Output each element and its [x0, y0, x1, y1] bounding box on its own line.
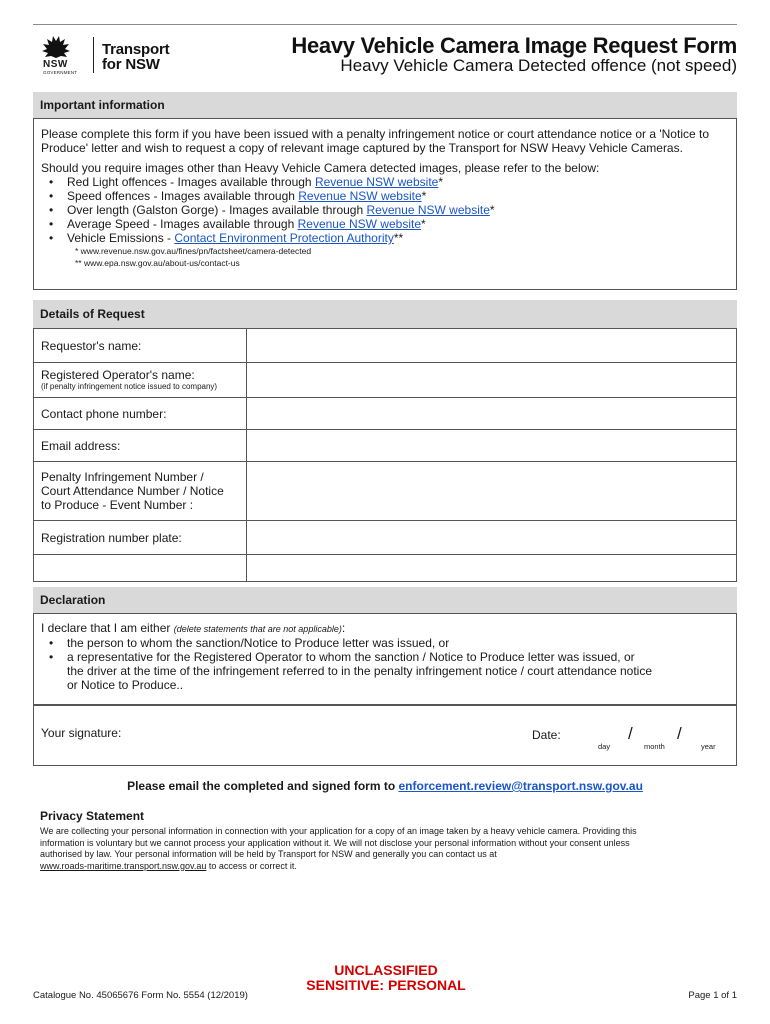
revenue-nsw-link[interactable]: Revenue NSW website: [298, 189, 422, 203]
operator-input[interactable]: [247, 363, 736, 397]
rego-label: Registration number plate:: [34, 521, 247, 554]
year-caption: year: [701, 742, 716, 751]
day-caption: day: [598, 742, 611, 751]
phone-row: [34, 397, 736, 429]
date-label: Date:: [532, 728, 561, 742]
list-item: • Red Light offences - Images available through Revenue NSW website*: [41, 175, 736, 189]
list-item: • Speed offences - Images available through Revenue NSW website*: [41, 189, 736, 203]
blank-row: [34, 554, 736, 581]
email-row: [34, 429, 736, 461]
roads-maritime-link[interactable]: www.roads-maritime.transport.nsw.gov.au: [40, 860, 207, 871]
form-subtitle: Heavy Vehicle Camera Detected offence (not speed): [340, 56, 737, 75]
requestor-row: [34, 328, 736, 362]
penalty-label-3: to Produce - Event Number :: [41, 498, 194, 512]
top-rule: [33, 24, 737, 25]
penalty-row: [34, 461, 736, 520]
signature-field[interactable]: [104, 716, 524, 760]
revenue-url-note: * www.revenue.nsw.gov.au/fines/pn/factsheet/camera-detected: [75, 246, 312, 256]
image-source-list: [41, 175, 736, 245]
list-item: • Average Speed - Images available through Revenue NSW website*: [41, 217, 736, 231]
operator-note: (if penalty infringement notice issued to company): [41, 382, 218, 391]
privacy-heading: Privacy Statement: [40, 809, 145, 823]
logo-transport-text: Transport: [102, 41, 170, 58]
declaration-box: [33, 613, 737, 705]
epa-contact-link[interactable]: Contact Environment Protection Authority: [174, 231, 394, 245]
requestor-input[interactable]: [247, 329, 736, 362]
requestor-label: Requestor's name:: [34, 329, 247, 362]
logo-nsw-text: NSW: [43, 59, 68, 70]
form-title: Heavy Vehicle Camera Image Request Form: [291, 33, 737, 58]
privacy-text: We are collecting your personal information in connection with your application for a copy of an image taken by a heavy vehicle camera. Providing this information is voluntary but we cannot process your application without it. We will not disclose your personal information without your consent unless authorised by law. Your personal information will be held by Transport for NSW and generally you can contact us at www.roads-maritime.transport.nsw.gov.au to access or correct it.: [40, 826, 637, 871]
catalogue-number: Catalogue No. 45065676 Form No. 5554 (12/2019): [33, 990, 248, 1001]
revenue-nsw-link[interactable]: Revenue NSW website: [297, 217, 421, 231]
classification-marking: UNCLASSIFIED SENSITIVE: PERSONAL: [306, 962, 466, 993]
rego-row: [34, 520, 736, 554]
page-number: Page 1 of 1: [688, 990, 737, 1001]
list-item: • Over length (Galston Gorge) - Images available through Revenue NSW website*: [41, 203, 736, 217]
important-info-heading: Important information: [33, 92, 737, 118]
signature-label: Your signature:: [41, 726, 122, 740]
rego-input[interactable]: [247, 521, 736, 554]
logo-government-text: GOVERNMENT: [43, 70, 78, 75]
penalty-label-2: Court Attendance Number / Notice: [41, 484, 224, 498]
month-caption: month: [644, 742, 665, 751]
operator-row: [34, 362, 736, 397]
logo-fornsw-text: for NSW: [102, 56, 160, 73]
declaration-option-person: • the person to whom the sanction/Notice to Produce letter was issued, or: [41, 636, 736, 650]
signature-box: [33, 705, 737, 766]
date-slash-2: /: [677, 724, 682, 743]
revenue-nsw-link[interactable]: Revenue NSW website: [366, 203, 490, 217]
list-item: • Vehicle Emissions - Contact Environment Protection Authority**: [41, 231, 736, 245]
declaration-heading: Declaration: [33, 587, 737, 613]
email-instruction: Please email the completed and signed form to enforcement.review@transport.nsw.gov.au: [127, 779, 643, 793]
logo-separator: [93, 37, 94, 73]
date-slash-1: /: [628, 724, 633, 743]
revenue-nsw-link[interactable]: Revenue NSW website: [314, 175, 439, 189]
epa-url-note: ** www.epa.nsw.gov.au/about-us/contact-us: [75, 258, 240, 268]
enforcement-email-link[interactable]: enforcement.review@transport.nsw.gov.au: [398, 779, 643, 793]
email-label: Email address:: [34, 430, 247, 461]
operator-label: Registered Operator's name:: [41, 368, 195, 382]
declaration-list: [41, 636, 736, 692]
penalty-number-input[interactable]: [247, 462, 736, 520]
penalty-label-1: Penalty Infringement Number /: [41, 470, 204, 484]
important-para-1: Please complete this form if you have been issued with a penalty infringement notice or court attendance notice or a 'Notice to Produce' letter and wish to request a copy of relevant image captured by the Transport for NSW Heavy Vehicle Cameras.: [41, 127, 709, 155]
declaration-option-representative: • a representative for the Registered Operator to whom the sanction / Notice to Produce letter was issued, or the driver at the time of the infringement referred to in the penalty infringement notice / court attendance notice or Notice to Produce..: [41, 650, 736, 692]
details-table: [33, 328, 737, 582]
phone-input[interactable]: [247, 398, 736, 429]
phone-label: Contact phone number:: [34, 398, 247, 429]
important-para-2: Should you require images other than Heavy Vehicle Camera detected images, please refer to the below:: [41, 161, 600, 175]
email-input[interactable]: [247, 430, 736, 461]
important-info-box: [33, 118, 737, 290]
details-heading: Details of Request: [33, 300, 737, 328]
declaration-intro: I declare that I am either (delete statements that are not applicable):: [41, 621, 346, 635]
